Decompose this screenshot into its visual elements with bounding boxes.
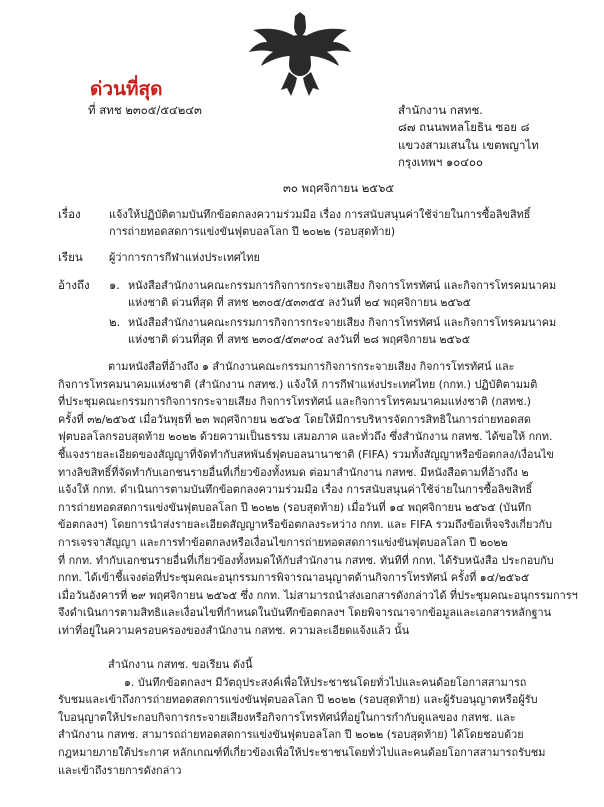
document-number: ที่ สทช ๒๓๐๕/๕๔๒๔๓ <box>88 103 202 117</box>
subject-text <box>109 206 530 241</box>
sender-address <box>398 102 539 171</box>
reference-number: ๑. <box>109 278 120 292</box>
body-line: เมื่อวันอังคารที่ ๒๙ พฤศจิกายน ๒๕๖๕ ซึ่ง กกท. ไม่สามารถนำส่งเอกสารดังกล่าวได้ ที่ประชุมคณะอนุกรรมการฯ <box>58 588 578 602</box>
reference-line: หนังสือสำนักงานคณะกรรมการกิจการกระจายเสียง กิจการโทรทัศน์ และกิจการโทรคมนาคม <box>128 316 557 329</box>
body-line: ใบอนุญาตให้ประกอบกิจการกระจายเสียงหรือกิจการโทรทัศน์ที่อยู่ในการกำกับดูแลของ กสทช. และ <box>58 710 516 724</box>
subject-line: แจ้งให้ปฏิบัติตามบันทึกข้อตกลงความร่วมมือ เรื่อง การสนับสนุนค่าใช้จ่ายในการซื้อลิขสิทธิ์ <box>109 208 531 221</box>
address-line: กรุงเทพฯ ๑๐๔๐๐ <box>398 154 484 169</box>
body-line: สำนักงาน กสทช. สามารถถ่ายทอดสดการแข่งขันฟุตบอลโลก ปี ๒๐๒๒ (รอบสุดท้าย) ได้โดยชอบด้วย <box>58 728 524 742</box>
body-line: ฟุตบอลโลกรอบสุดท้าย ๒๐๒๒ ด้วยความเป็นธรรม เสมอภาค และทั่วถึง ซึ่งสำนักงาน กสทช. ได้ขอให้ กกท. <box>58 430 553 444</box>
urgency-heading: ด่วนที่สุด <box>90 78 163 100</box>
body-line: รับชมและเข้าถึงการถ่ายทอดสดการแข่งขันฟุตบอลโลก ปี ๒๐๒๒ (รอบสุดท้าย) และผู้รับอนุญาตหรือผู้รับ <box>58 693 538 707</box>
garuda-emblem-icon <box>245 12 355 98</box>
response-section <box>58 656 568 779</box>
reference-line: แห่งชาติ ด่วนที่สุด ที่ สทช ๒๓๐๕/๕๓๙๐๔ ลงวันที่ ๒๘ พฤศจิกายน ๒๕๖๕ <box>128 333 470 347</box>
body-line: สำนักงาน กสทช. ขอเรียน ดังนี้ <box>108 658 253 671</box>
body-line: และเข้าถึงรายการดังกล่าว <box>58 763 182 777</box>
body-line: การเจรจาสัญญา และการทำข้อตกลงหรือเงื่อนไขการถ่ายทอดสดการแข่งขันฟุตบอลโลก ปี ๒๐๒๒ <box>58 535 508 549</box>
body-line: กิจการโทรคมนาคมแห่งชาติ (สำนักงาน กสทช.) แจ้งให้ การกีฬาแห่งประเทศไทย (กกท.) ปฏิบัติตามมติ <box>58 377 538 391</box>
body-line: ตามหนังสือที่อ้างถึง ๑ สำนักงานคณะกรรมการกิจการกระจายเสียง กิจการโทรทัศน์ และ <box>108 360 515 373</box>
body-line: กฎหมายภายใต้ประกาศ หลักเกณฑ์ที่เกี่ยวข้องเพื่อให้ประชาชนโดยทั่วไปและคนด้อยโอกาสสามารถรับชม <box>58 745 546 759</box>
body-line: การถ่ายทอดสดการแข่งขันฟุตบอลโลก ปี ๒๐๒๒ (รอบสุดท้าย) เมื่อวันที่ ๑๔ พฤศจิกายน ๒๕๖๕ (บันทึก <box>58 500 532 514</box>
body-line: ทางลิขสิทธิ์ที่จัดทำกับเอกชนรายอื่นที่เกี่ยวข้องทั้งหมด ต่อมาสำนักงาน กสทช. มีหนังสือตามที่อ้างถึง ๒ <box>58 465 529 479</box>
body-line: ครั้งที่ ๓๒/๒๕๖๕ เมื่อวันพุธที่ ๒๓ พฤศจิกายน ๒๕๖๕ โดยให้มีการบริหารจัดการสิทธิในการถ่ายทอดสด <box>58 412 531 426</box>
reference-item <box>128 277 556 312</box>
body-line: ข้อตกลงฯ) โดยการนำส่งรายละเอียดสัญญาหรือข้อตกลงระหว่าง กกท. และ FIFA รวมถึงข้อเท็จจริงเกี่ยวกับ <box>58 518 553 532</box>
subject-line: การถ่ายทอดสดการแข่งขันฟุตบอลโลก ปี ๒๐๒๒ (รอบสุดท้าย) <box>109 225 396 239</box>
body-line: แจ้งให้ กกท. ดำเนินการตามบันทึกข้อตกลงความร่วมมือ เรื่อง การสนับสนุนค่าใช้จ่ายในการซื้อลิขสิทธิ์ <box>58 483 533 497</box>
body-line: ที่ กกท. ทำกับเอกชนรายอื่นที่เกี่ยวข้องทั้งหมดให้กับสำนักงาน กสทช. ทันทีที่ กกท. ได้รับหนังสือ ประกอบกับ <box>58 553 554 567</box>
body-line: ชี้แจงรายละเอียดของสัญญาที่จัดทำกับสหพันธ์ฟุตบอลนานาชาติ (FIFA) รวมทั้งสัญญาหรือข้อตกลง/เงื่อนไข <box>58 447 554 461</box>
address-line: แขวงสามเสนใน เขตพญาไท <box>398 137 539 152</box>
subject-label: เรื่อง <box>58 207 81 221</box>
reference-line: หนังสือสำนักงานคณะกรรมการกิจการกระจายเสียง กิจการโทรทัศน์ และกิจการโทรคมนาคม <box>128 279 557 292</box>
reference-item <box>128 314 556 349</box>
body-paragraph <box>58 358 578 640</box>
body-line: เท่าที่อยู่ในความครอบครองของสำนักงาน กสทช. ความละเอียดแจ้งแล้ว นั้น <box>58 623 410 637</box>
body-line: ที่ประชุมคณะกรรมการกิจการกระจายเสียง กิจการโทรทัศน์ และกิจการโทรคมนาคมแห่งชาติ (กสทช.) <box>58 395 532 409</box>
body-line: จึงดำเนินการตามสิทธิและเงื่อนไขที่กำหนดในบันทึกข้อตกลงฯ โดยพิจารณาจากข้อมูลและเอกสารหลักฐาน <box>58 606 552 620</box>
reference-line: แห่งชาติ ด่วนที่สุด ที่ สทช ๒๓๐๕/๕๓๓๕๕ ลงวันที่ ๒๔ พฤศจิกายน ๒๕๖๕ <box>128 296 471 310</box>
references-label: อ้างถึง <box>58 278 90 292</box>
address-line: ๘๗ ถนนพหลโยธิน ซอย ๘ <box>398 120 530 135</box>
body-line: ๑. บันทึกข้อตกลงฯ มีวัตถุประสงค์เพื่อให้ประชาชนโดยทั่วไปและคนด้อยโอกาสสามารถ <box>124 675 527 689</box>
salutation-text: ผู้ว่าการการกีฬาแห่งประเทศไทย <box>109 251 260 264</box>
body-line: กกท. ได้เข้าชี้แจงต่อที่ประชุมคณะอนุกรรมการพิจารณาอนุญาตด้านกิจการโทรทัศน์ ครั้งที่ ๑๔/๒๕๖๕ <box>58 571 530 585</box>
reference-number: ๒. <box>109 315 121 329</box>
salutation-label: เรียน <box>58 250 83 264</box>
address-line: สำนักงาน กสทช. <box>398 103 483 117</box>
document-date: ๓๐ พฤศจิกายน ๒๕๖๕ <box>283 181 395 195</box>
